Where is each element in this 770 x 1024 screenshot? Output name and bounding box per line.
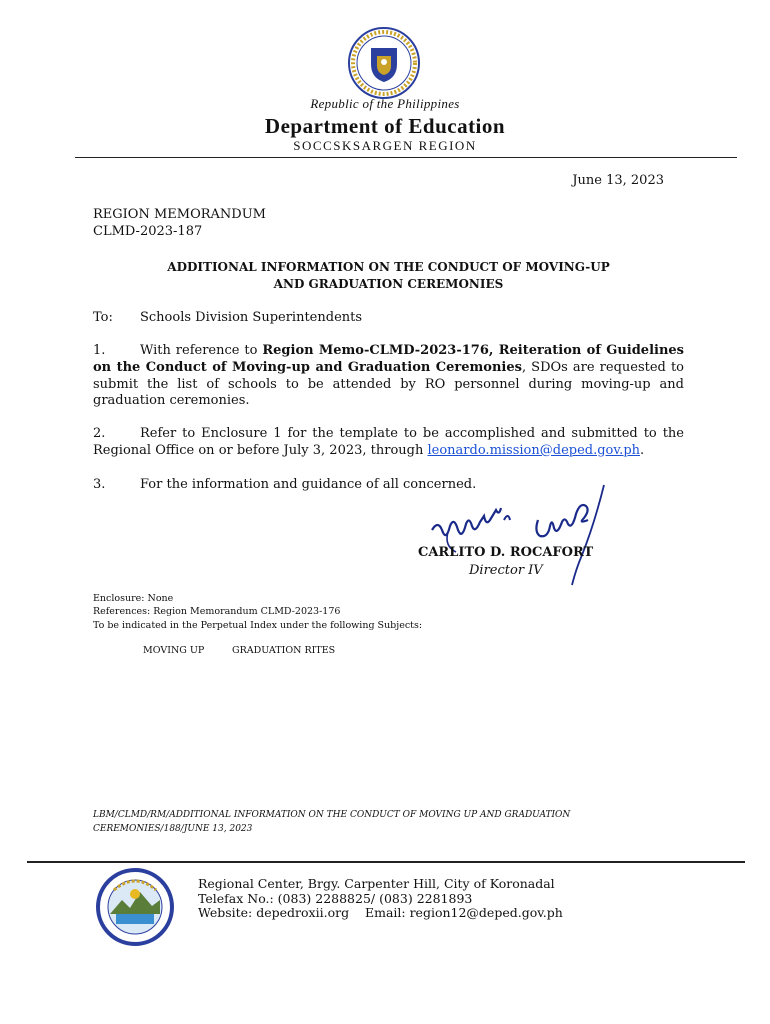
paragraph-text: For the information and guidance of all concerned.	[140, 477, 477, 492]
document-code-line: LBM/CLMD/RM/ADDITIONAL INFORMATION ON THE CONDUCT OF MOVING UP AND GRADUATION	[93, 810, 571, 820]
header-divider	[75, 157, 737, 158]
email-link[interactable]: leonardo.mission@deped.gov.ph	[427, 442, 641, 458]
paragraph-1	[93, 343, 684, 410]
document-code-line: CEREMONIES/188/JUNE 13, 2023	[93, 824, 253, 834]
office-address: Regional Center, Brgy. Carpenter Hill, City of Koronadal	[198, 876, 555, 891]
to-label: To:	[93, 310, 113, 325]
office-contact	[198, 877, 563, 921]
memo-subject	[93, 259, 684, 293]
subject-line-2: AND GRADUATION CEREMONIES	[273, 277, 504, 291]
paragraph-number: 1.	[93, 343, 106, 358]
regional-office-logo-icon	[94, 868, 176, 946]
region-heading: SOCCSKSARGEN REGION	[293, 138, 477, 153]
footer-divider	[27, 861, 745, 863]
perpetual-index-note: To be indicated in the Perpetual Index under the following Subjects:	[93, 620, 423, 631]
paragraph-2	[93, 426, 684, 460]
department-heading: Department of Education	[264, 114, 506, 138]
paragraph-text: .	[640, 442, 645, 458]
paragraph-text: , SDOs are requested to submit the list of schools to be attended by RO personnel during moving-up and graduation ceremonies.	[93, 359, 684, 409]
memo-date: June 13, 2023	[572, 173, 664, 188]
paragraph-number: 3.	[93, 477, 106, 492]
references-note: References: Region Memorandum CLMD-2023-176	[93, 606, 341, 617]
signatory-name: CARLITO D. ROCAFORT	[418, 545, 594, 560]
paragraph-text: Refer to Enclosure 1 for the template to be accomplished and submitted to the Regional Office on or before July 3, 2023, through	[93, 426, 684, 458]
paragraph-number: 2.	[93, 426, 106, 441]
office-telefax: Telefax No.: (083) 2288825/ (083) 2281893	[198, 890, 473, 906]
memo-type: REGION MEMORANDUM	[93, 207, 266, 222]
office-website-email: Website: depedroxii.org Email: region12@deped.gov.ph	[198, 905, 563, 920]
enclosure-note: Enclosure: None	[93, 593, 174, 604]
paragraph-bold-reference: Region Memo-CLMD-2023-176, Reiteration of Guidelines on the Conduct of Moving-up and Graduation Ceremonies	[93, 343, 684, 375]
paragraph-text: With reference to	[140, 343, 263, 358]
subject-line-1: ADDITIONAL INFORMATION ON THE CONDUCT OF MOVING-UP	[167, 260, 610, 274]
document-code	[93, 808, 653, 836]
signatory-title: Director IV	[469, 563, 543, 578]
to-recipient: Schools Division Superintendents	[140, 310, 363, 325]
memo-number: CLMD-2023-187	[93, 224, 203, 239]
index-subject: MOVING UP	[143, 645, 205, 656]
index-subject: GRADUATION RITES	[232, 645, 336, 656]
republic-heading: Republic of the Philippines	[310, 96, 460, 111]
deped-seal-icon	[347, 26, 421, 100]
